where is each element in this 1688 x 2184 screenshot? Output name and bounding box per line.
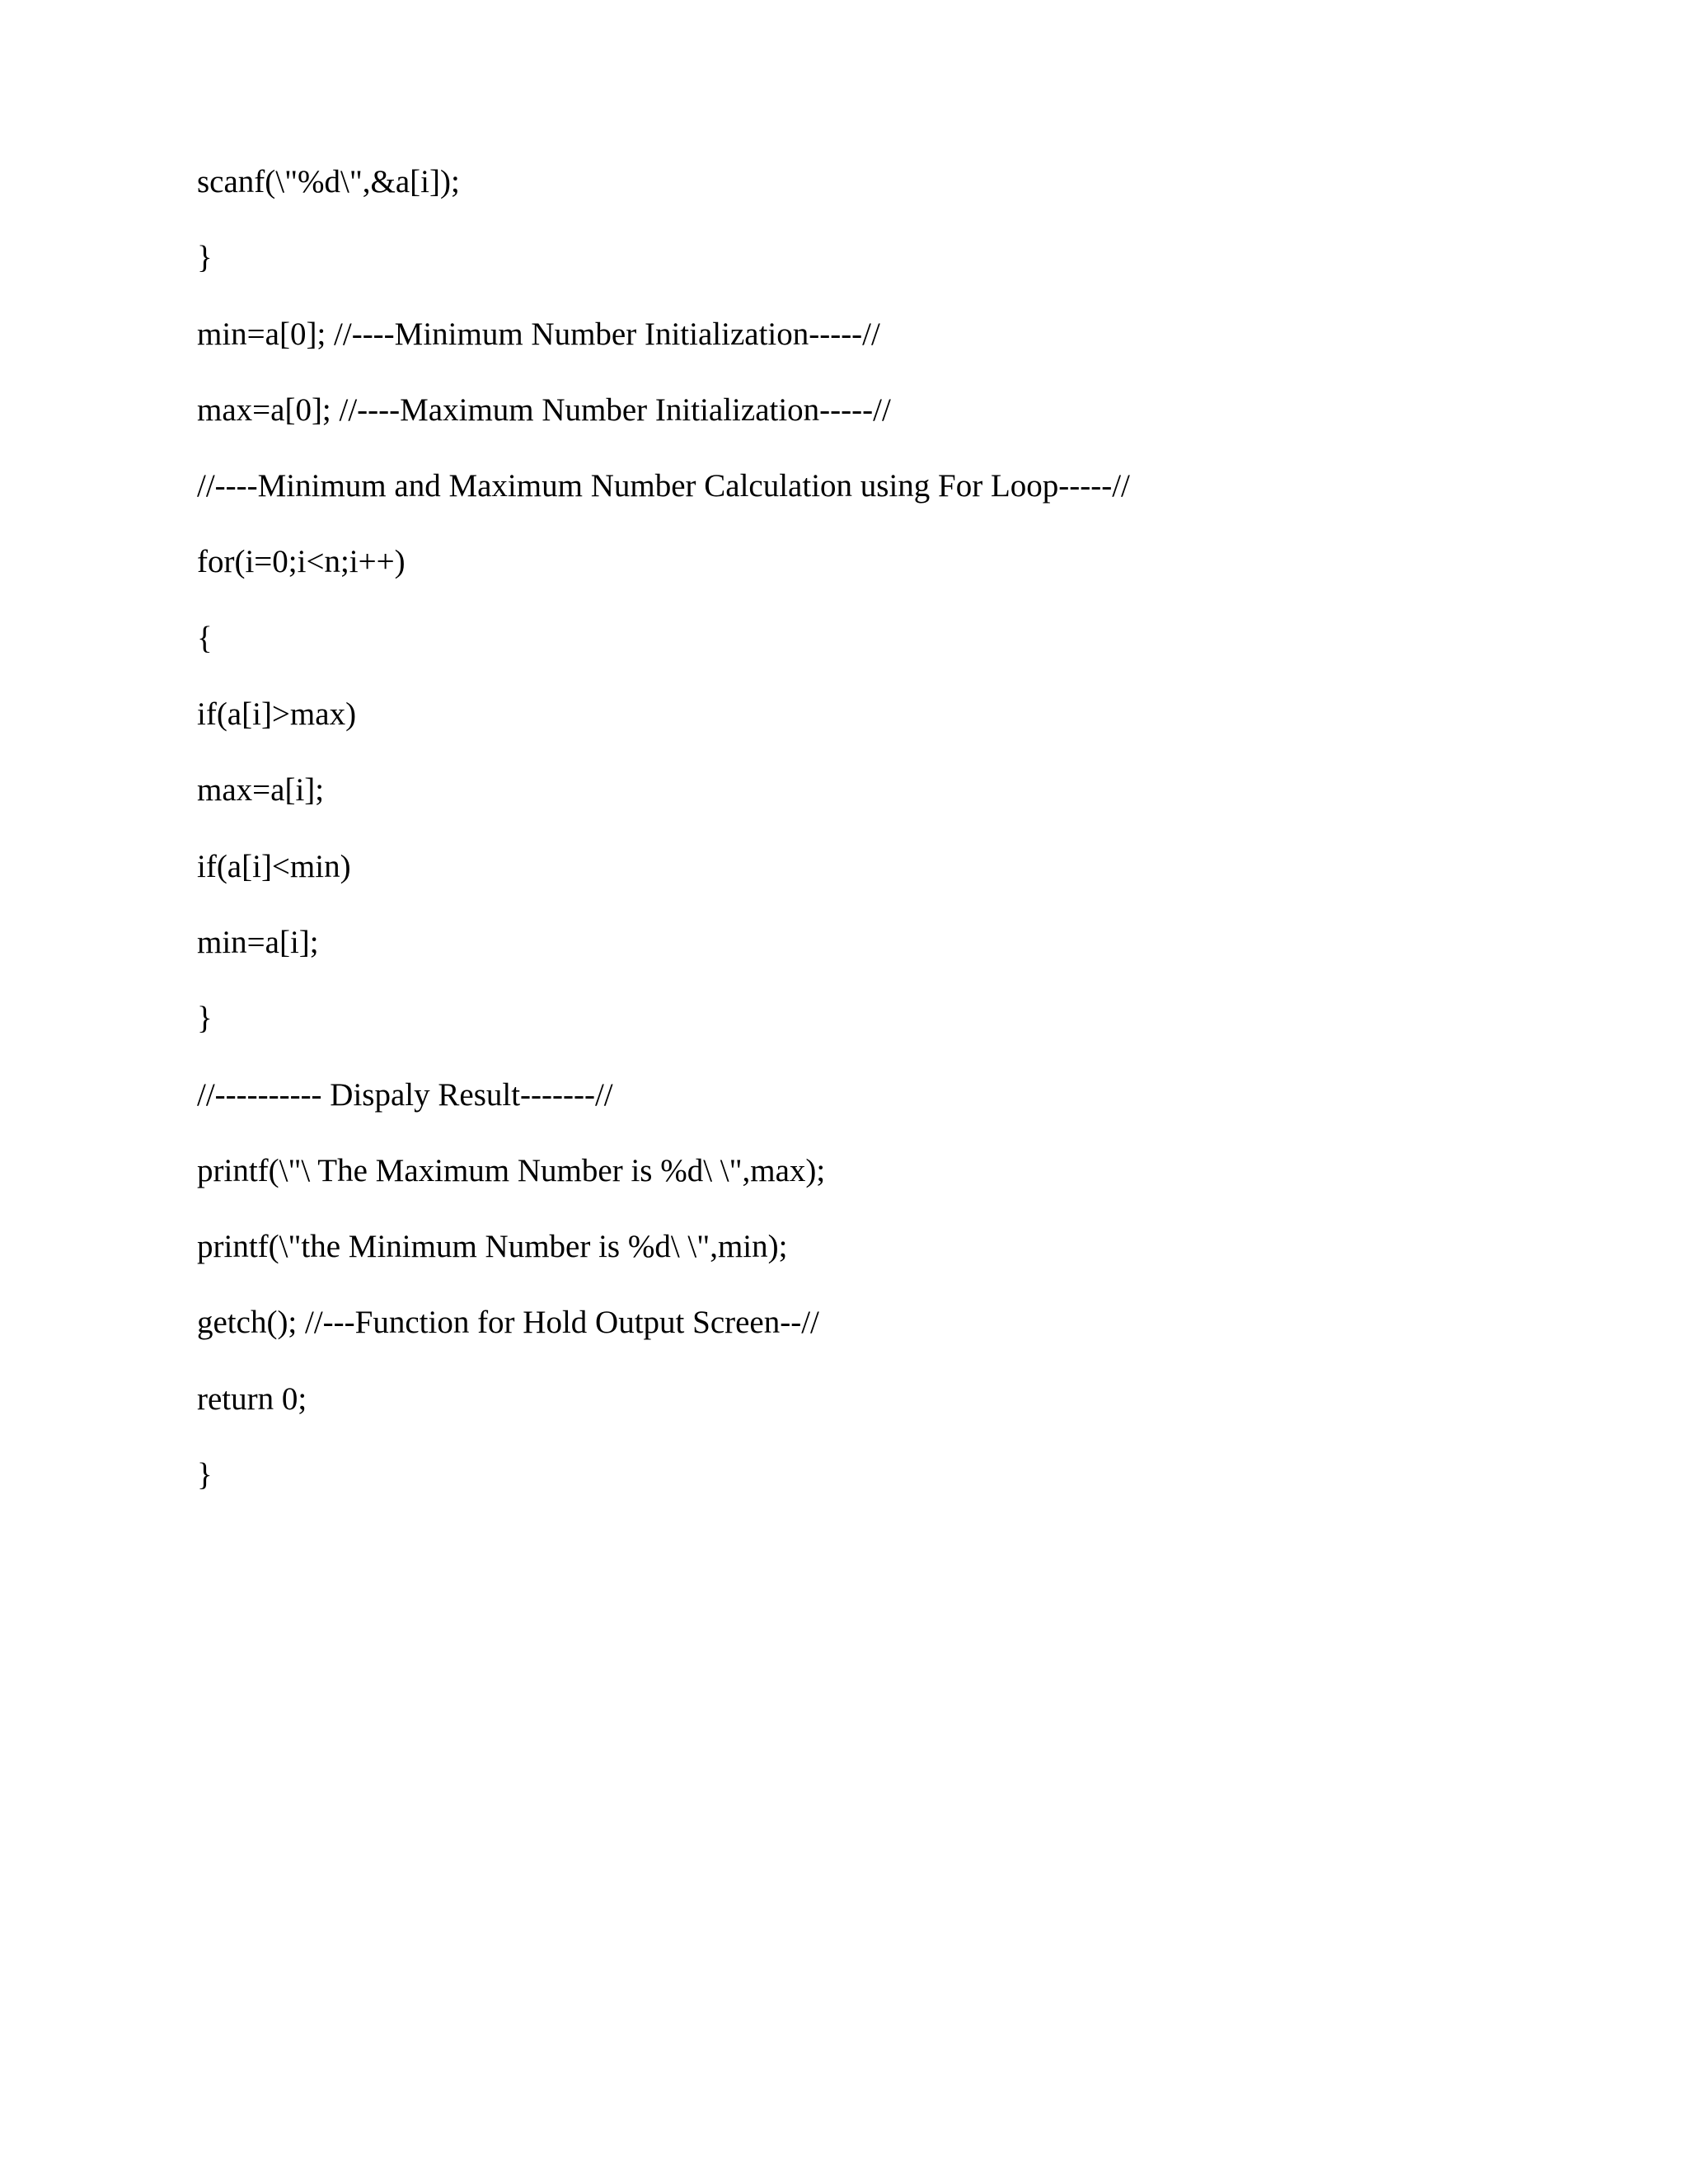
code-line: min=a[0]; //----Minimum Number Initialization-----//	[197, 316, 880, 352]
code-listing	[197, 159, 1130, 1528]
code-line: }	[197, 240, 213, 276]
code-line: //---------- Dispaly Result-------//	[197, 1076, 613, 1113]
code-line: }	[197, 1001, 213, 1037]
code-line: min=a[i];	[197, 924, 319, 960]
code-line: if(a[i]<min)	[197, 848, 351, 884]
code-line: scanf(\"%d\",&a[i]);	[197, 164, 460, 199]
code-line: }	[197, 1457, 213, 1493]
code-line: for(i=0;i<n;i++)	[197, 544, 406, 580]
code-line: return 0;	[197, 1380, 307, 1417]
code-line: //----Minimum and Maximum Number Calculation using For Loop-----//	[197, 468, 1130, 504]
code-line: max=a[i];	[197, 772, 325, 808]
code-line: {	[197, 620, 213, 656]
code-line: printf(\"the Minimum Number is %d\ \",min);	[197, 1229, 788, 1265]
code-line: getch(); //---Function for Hold Output Screen--//	[197, 1305, 819, 1341]
code-line: printf(\"\ The Maximum Number is %d\ \",max);	[197, 1152, 826, 1188]
code-line: max=a[0]; //----Maximum Number Initialization-----//	[197, 391, 891, 428]
code-line: if(a[i]>max)	[197, 696, 357, 733]
